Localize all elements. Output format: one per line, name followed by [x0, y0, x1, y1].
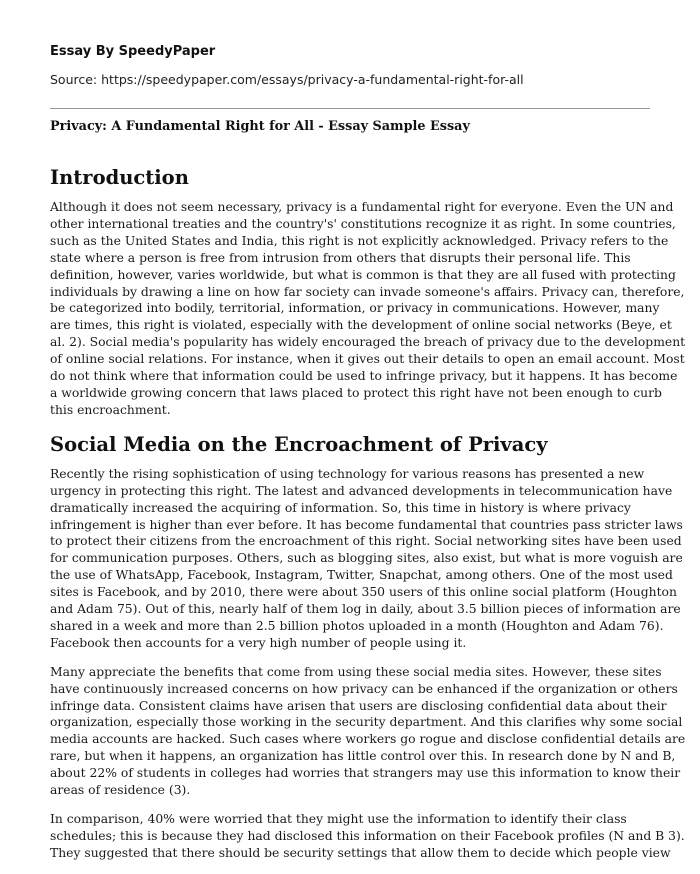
- text-line: this encroachment.: [50, 402, 171, 417]
- text-line: infringement is higher than ever before. It has become fundamental that countries pass stricter laws: [50, 517, 683, 532]
- text-line: shared in a week and more than 2.5 billion photos uploaded in a month (Houghton and Adam 76).: [50, 618, 664, 633]
- text-line: urgency in protecting this right. The latest and advanced developments in telecommunication have: [50, 483, 673, 498]
- text-line: to protect their citizens from the encroachment of this right. Social networking sites have been used: [50, 534, 682, 549]
- paragraph: [50, 811, 685, 862]
- text-line: a worldwide growing concern that laws placed to protect this right have not been enough to curb: [50, 385, 662, 400]
- text-line: organization, especially those working in the security department. And this clarifies why some social: [50, 715, 683, 730]
- text-line: Facebook then accounts for a very high number of people using it.: [50, 635, 467, 650]
- text-line: and Adam 75). Out of this, nearly half of them log in daily, about 3.5 billion pieces of information are: [50, 602, 681, 617]
- text-line: be categorized into bodily, territorial, information, or privacy in communications. However, many: [50, 301, 660, 316]
- paragraph: [50, 466, 683, 652]
- text-line: individuals by drawing a line on how far society can invade someone's affairs. Privacy can, therefore,: [50, 284, 685, 299]
- text-line: definition, however, varies worldwide, but what is common is that they are all fused with protecting: [50, 267, 676, 282]
- text-line: areas of residence (3).: [50, 783, 191, 798]
- header-source: Source: https://speedypaper.com/essays/privacy-a-fundamental-right-for-all: [50, 72, 524, 87]
- text-line: have continuously increased concerns on how privacy can be enhanced if the organization or others: [50, 681, 678, 696]
- text-line: for communication purposes. Others, such as blogging sites, also exist, but what is more voguish are: [50, 551, 683, 566]
- text-line: rare, but when it happens, an organization has little control over this. In research done by N and B,: [50, 749, 676, 764]
- text-line: such as the United States and India, this right is not explicitly acknowledged. Privacy refers to the: [50, 233, 669, 248]
- section-heading: Social Media on the Encroachment of Privacy: [50, 432, 548, 456]
- text-line: schedules; this is because they had disclosed this information on their Facebook profiles (N and B 3).: [50, 828, 685, 843]
- text-line: about 22% of students in colleges had worries that strangers may use this information to know their: [50, 766, 681, 781]
- text-line: Recently the rising sophistication of using technology for various reasons has presented a new: [50, 466, 645, 481]
- text-line: dramatically increased the acquiring of information. So, this time in history is where privacy: [50, 500, 631, 515]
- text-line: They suggested that there should be security settings that allow them to decide which people view: [50, 845, 671, 860]
- section: [50, 432, 686, 862]
- text-line: Although it does not seem necessary, privacy is a fundamental right for everyone. Even the UN and: [50, 200, 674, 214]
- text-line: Many appreciate the benefits that come from using these social media sites. However, these sites: [50, 664, 662, 679]
- paragraph: [50, 199, 686, 419]
- section-heading: Introduction: [50, 166, 189, 189]
- header-title: Essay By SpeedyPaper: [50, 44, 216, 59]
- text-line: sites is Facebook, and by 2010, there were about 350 users of this online social platform (Houghton: [50, 585, 677, 600]
- text-line: of online social relations. For instance, when it gives out their details to open an email account. Most: [50, 352, 685, 367]
- document-title: Privacy: A Fundamental Right for All - Essay Sample Essay: [50, 119, 470, 134]
- paragraph: [50, 664, 686, 799]
- section: [50, 166, 686, 419]
- document-body: [50, 166, 686, 874]
- text-line: In comparison, 40% were worried that they might use the information to identify their class: [50, 812, 627, 826]
- text-line: the use of WhatsApp, Facebook, Instagram, Twitter, Snapchat, among others. One of the most used: [50, 568, 673, 583]
- divider: [50, 108, 650, 109]
- text-line: are times, this right is violated, especially with the development of online social networks (Beye, et: [50, 318, 672, 333]
- text-line: state where a person is free from intrusion from others that disrupts their personal life. This: [50, 250, 631, 265]
- text-line: al. 2). Social media's popularity has widely encouraged the breach of privacy due to the development: [50, 335, 686, 350]
- text-line: other international treaties and the country's' constitutions recognize it as right. In some countries,: [50, 216, 676, 231]
- text-line: do not think where that information could be used to infringe privacy, but it happens. It has become: [50, 369, 678, 384]
- text-line: infringe data. Consistent claims have arisen that users are disclosing confidential data about their: [50, 698, 667, 713]
- text-line: media accounts are hacked. Such cases where workers go rogue and disclose confidential details are: [50, 732, 686, 747]
